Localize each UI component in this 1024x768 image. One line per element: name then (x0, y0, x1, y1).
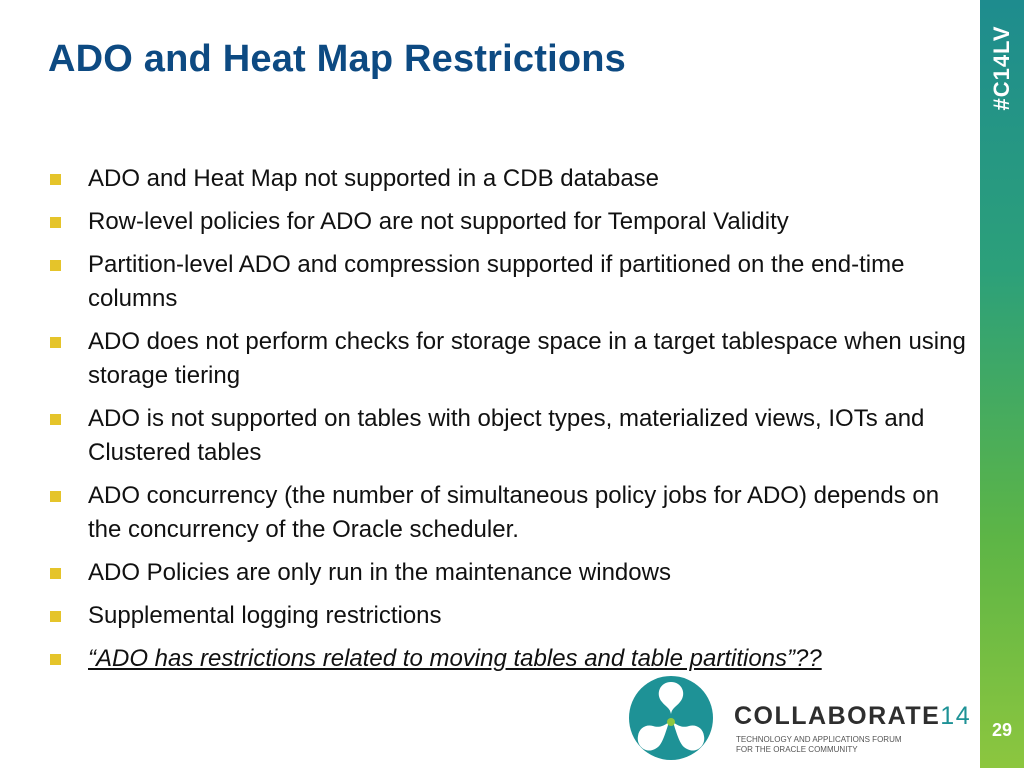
square-bullet-icon (50, 217, 61, 228)
slide-title: ADO and Heat Map Restrictions (48, 38, 627, 80)
logo-tagline-line2: FOR THE ORACLE COMMUNITY (736, 745, 858, 754)
square-bullet-icon (50, 174, 61, 185)
bullet-item (48, 479, 968, 547)
bullet-item (48, 325, 968, 393)
bullet-item (48, 599, 968, 633)
logo-tagline (736, 735, 902, 755)
logo-number: 14 (940, 702, 972, 730)
bullet-item (48, 162, 968, 196)
page-number: 29 (991, 720, 1013, 740)
square-bullet-icon (50, 414, 61, 425)
bullet-text: ADO is not supported on tables with object types, materialized views, IOTs and Clustered tables (88, 405, 925, 466)
logo-tagline-line1: TECHNOLOGY AND APPLICATIONS FORUM (736, 735, 902, 744)
logo-name: COLLABORATE (734, 702, 941, 730)
hashtag-label: #C14LV (989, 25, 1014, 111)
bullet-text-quote: “ADO has restrictions related to moving tables and table partitions”?? (88, 645, 822, 672)
bullet-text: ADO concurrency (the number of simultaneous policy jobs for ADO) depends on the concurrency of the Oracle scheduler. (88, 482, 940, 543)
bullet-item (48, 402, 968, 470)
bullet-text: Row-level policies for ADO are not supported for Temporal Validity (88, 208, 789, 235)
bullet-text: ADO and Heat Map not supported in a CDB database (88, 165, 660, 192)
hashtag-label-container (980, 0, 1024, 130)
bullet-item (48, 248, 968, 316)
collaborate-logo (626, 674, 976, 762)
bullet-text: Partition-level ADO and compression supported if partitioned on the end-time columns (88, 251, 905, 312)
bullet-text: ADO Policies are only run in the maintenance windows (88, 559, 671, 586)
square-bullet-icon (50, 654, 61, 665)
bullet-item (48, 205, 968, 239)
bullet-item (48, 556, 968, 590)
bullet-list (48, 162, 968, 685)
square-bullet-icon (50, 260, 61, 271)
square-bullet-icon (50, 491, 61, 502)
side-banner (980, 0, 1024, 768)
square-bullet-icon (50, 568, 61, 579)
square-bullet-icon (50, 337, 61, 348)
bullet-item-quote (48, 642, 968, 676)
logo-wordmark (734, 702, 971, 731)
bullet-text: ADO does not perform checks for storage space in a target tablespace when using storage tiering (88, 328, 966, 389)
collaborate-trefoil-icon (626, 674, 716, 762)
bullet-text: Supplemental logging restrictions (88, 602, 442, 629)
square-bullet-icon (50, 611, 61, 622)
